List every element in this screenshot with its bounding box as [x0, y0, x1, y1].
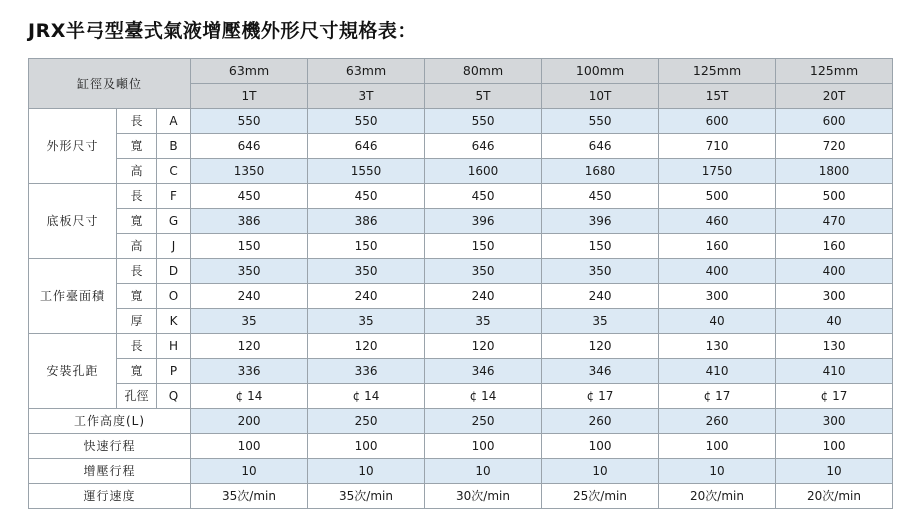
data-cell: 10	[308, 459, 425, 484]
row-sub-label: 孔徑	[117, 384, 157, 409]
data-cell: 35次/min	[308, 484, 425, 509]
table-row	[29, 384, 893, 409]
data-cell: 40	[776, 309, 893, 334]
data-cell: ¢ 14	[425, 384, 542, 409]
data-cell: 1800	[776, 159, 893, 184]
page-title: JRX半弓型臺式氣液增壓機外形尺寸規格表：	[28, 20, 417, 42]
data-cell: 646	[425, 134, 542, 159]
data-cell: 250	[425, 409, 542, 434]
row-sub-label: 高	[117, 234, 157, 259]
data-cell: 1550	[308, 159, 425, 184]
data-cell: ¢ 17	[659, 384, 776, 409]
row-sub-label: 長	[117, 109, 157, 134]
row-sub-label: 寬	[117, 134, 157, 159]
data-cell: 386	[191, 209, 308, 234]
footer-row-label-2: 快速行程	[29, 434, 191, 459]
row-sub-label: 高	[117, 159, 157, 184]
data-cell: 100	[191, 434, 308, 459]
data-cell: 35	[308, 309, 425, 334]
data-cell: 35	[542, 309, 659, 334]
row-code-label: F	[157, 184, 191, 209]
data-cell: 396	[425, 209, 542, 234]
row-code-label: K	[157, 309, 191, 334]
data-cell: 100	[659, 434, 776, 459]
table-row	[29, 134, 893, 159]
header-bore-5: 125mm	[659, 59, 776, 84]
group-label-4: 安裝孔距	[29, 334, 117, 409]
data-cell: ¢ 17	[776, 384, 893, 409]
header-bore-1: 63mm	[191, 59, 308, 84]
data-cell: 550	[308, 109, 425, 134]
data-cell: 410	[776, 359, 893, 384]
table-row	[29, 159, 893, 184]
row-sub-label: 厚	[117, 309, 157, 334]
header-tonnage-6: 20T	[776, 84, 893, 109]
data-cell: 720	[776, 134, 893, 159]
data-cell: 300	[659, 284, 776, 309]
data-cell: 346	[542, 359, 659, 384]
data-cell: 120	[308, 334, 425, 359]
header-tonnage-3: 5T	[425, 84, 542, 109]
header-corner-label: 缸徑及噸位	[29, 59, 191, 109]
data-cell: 240	[425, 284, 542, 309]
data-cell: 20次/min	[776, 484, 893, 509]
data-cell: 386	[308, 209, 425, 234]
table-header-row-bore	[29, 59, 893, 84]
data-cell: 10	[542, 459, 659, 484]
data-cell: ¢ 14	[308, 384, 425, 409]
header-tonnage-1: 1T	[191, 84, 308, 109]
data-cell: 240	[191, 284, 308, 309]
group-label-3: 工作臺面積	[29, 259, 117, 334]
header-tonnage-2: 3T	[308, 84, 425, 109]
data-cell: 450	[542, 184, 659, 209]
data-cell: 130	[776, 334, 893, 359]
data-cell: 1600	[425, 159, 542, 184]
data-cell: 150	[425, 234, 542, 259]
data-cell: 10	[659, 459, 776, 484]
row-code-label: J	[157, 234, 191, 259]
row-sub-label: 寬	[117, 359, 157, 384]
data-cell: 160	[776, 234, 893, 259]
data-cell: 550	[425, 109, 542, 134]
table-row	[29, 259, 893, 284]
data-cell: 260	[542, 409, 659, 434]
data-cell: 100	[542, 434, 659, 459]
data-cell: 400	[776, 259, 893, 284]
row-code-label: O	[157, 284, 191, 309]
data-cell: 470	[776, 209, 893, 234]
data-cell: 240	[542, 284, 659, 309]
data-cell: 600	[776, 109, 893, 134]
data-cell: 400	[659, 259, 776, 284]
row-sub-label: 寬	[117, 284, 157, 309]
row-code-label: A	[157, 109, 191, 134]
table-row	[29, 209, 893, 234]
row-code-label: C	[157, 159, 191, 184]
data-cell: 35	[191, 309, 308, 334]
table-row	[29, 109, 893, 134]
data-cell: 336	[191, 359, 308, 384]
data-cell: 336	[308, 359, 425, 384]
spec-table-container	[28, 58, 892, 509]
row-code-label: Q	[157, 384, 191, 409]
footer-row-label-4: 運行速度	[29, 484, 191, 509]
row-sub-label: 長	[117, 184, 157, 209]
data-cell: 1680	[542, 159, 659, 184]
data-cell: 346	[425, 359, 542, 384]
data-cell: 120	[542, 334, 659, 359]
data-cell: 350	[542, 259, 659, 284]
table-row	[29, 409, 893, 434]
table-row	[29, 234, 893, 259]
data-cell: 150	[308, 234, 425, 259]
data-cell: 450	[308, 184, 425, 209]
header-bore-2: 63mm	[308, 59, 425, 84]
group-label-2: 底板尺寸	[29, 184, 117, 259]
data-cell: 646	[542, 134, 659, 159]
data-cell: 100	[308, 434, 425, 459]
footer-row-label-1: 工作高度(L)	[29, 409, 191, 434]
data-cell: 1350	[191, 159, 308, 184]
table-row	[29, 434, 893, 459]
data-cell: 646	[191, 134, 308, 159]
header-bore-3: 80mm	[425, 59, 542, 84]
data-cell: 600	[659, 109, 776, 134]
table-row	[29, 484, 893, 509]
data-cell: 550	[191, 109, 308, 134]
data-cell: 20次/min	[659, 484, 776, 509]
header-bore-6: 125mm	[776, 59, 893, 84]
header-tonnage-5: 15T	[659, 84, 776, 109]
data-cell: 646	[308, 134, 425, 159]
footer-row-label-3: 增壓行程	[29, 459, 191, 484]
data-cell: 460	[659, 209, 776, 234]
data-cell: ¢ 17	[542, 384, 659, 409]
data-cell: 350	[425, 259, 542, 284]
data-cell: 300	[776, 409, 893, 434]
data-cell: 500	[776, 184, 893, 209]
data-cell: 1750	[659, 159, 776, 184]
data-cell: 240	[308, 284, 425, 309]
data-cell: 396	[542, 209, 659, 234]
data-cell: 200	[191, 409, 308, 434]
table-row	[29, 284, 893, 309]
data-cell: 120	[191, 334, 308, 359]
data-cell: 450	[425, 184, 542, 209]
data-cell: 160	[659, 234, 776, 259]
row-sub-label: 長	[117, 259, 157, 284]
spec-table	[28, 58, 893, 509]
data-cell: 35	[425, 309, 542, 334]
data-cell: 10	[191, 459, 308, 484]
table-row	[29, 184, 893, 209]
data-cell: 350	[308, 259, 425, 284]
data-cell: ¢ 14	[191, 384, 308, 409]
row-code-label: D	[157, 259, 191, 284]
data-cell: 410	[659, 359, 776, 384]
data-cell: 100	[425, 434, 542, 459]
row-code-label: P	[157, 359, 191, 384]
data-cell: 100	[776, 434, 893, 459]
data-cell: 130	[659, 334, 776, 359]
data-cell: 35次/min	[191, 484, 308, 509]
data-cell: 450	[191, 184, 308, 209]
data-cell: 250	[308, 409, 425, 434]
data-cell: 150	[542, 234, 659, 259]
row-sub-label: 長	[117, 334, 157, 359]
row-code-label: G	[157, 209, 191, 234]
data-cell: 25次/min	[542, 484, 659, 509]
row-code-label: B	[157, 134, 191, 159]
spec-table-body	[29, 59, 893, 509]
row-sub-label: 寬	[117, 209, 157, 234]
data-cell: 710	[659, 134, 776, 159]
row-code-label: H	[157, 334, 191, 359]
data-cell: 500	[659, 184, 776, 209]
data-cell: 10	[425, 459, 542, 484]
table-row	[29, 459, 893, 484]
data-cell: 30次/min	[425, 484, 542, 509]
data-cell: 260	[659, 409, 776, 434]
table-row	[29, 334, 893, 359]
data-cell: 120	[425, 334, 542, 359]
group-label-1: 外形尺寸	[29, 109, 117, 184]
data-cell: 350	[191, 259, 308, 284]
table-row	[29, 359, 893, 384]
header-tonnage-4: 10T	[542, 84, 659, 109]
data-cell: 550	[542, 109, 659, 134]
header-bore-4: 100mm	[542, 59, 659, 84]
data-cell: 150	[191, 234, 308, 259]
data-cell: 10	[776, 459, 893, 484]
data-cell: 40	[659, 309, 776, 334]
table-row	[29, 309, 893, 334]
data-cell: 300	[776, 284, 893, 309]
